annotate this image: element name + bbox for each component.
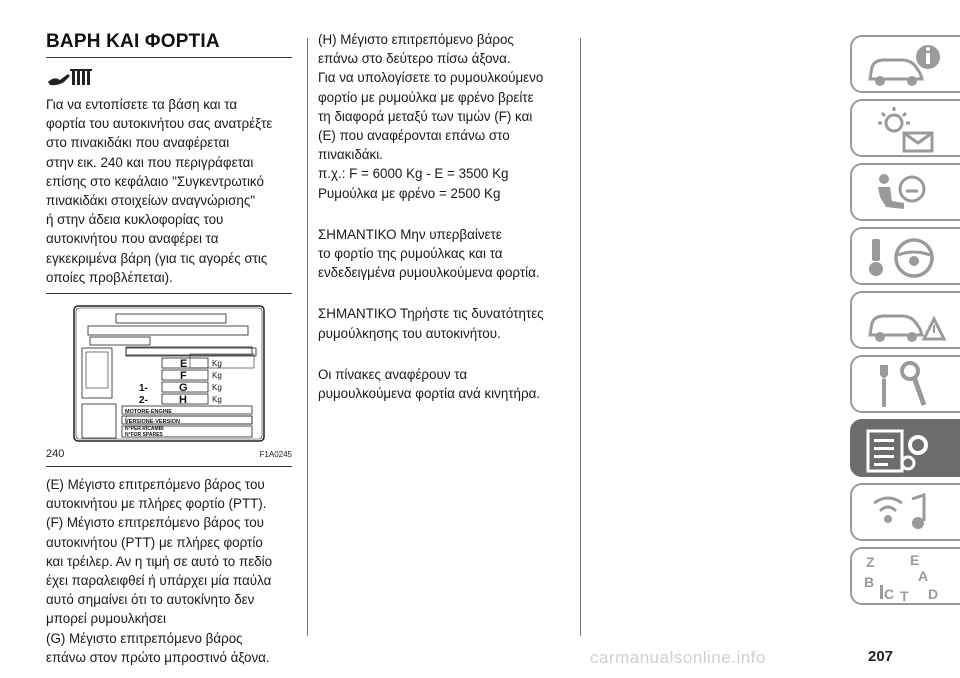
intro-paragraph: Για να εντοπίσετε τα βάση και τα φορτία του αυτοκινήτου σας ανατρέξτε στο πινακιδάκι που αναφέρεται στην εικ. 240 και που περιγράφεται επίσης στο κεφάλαιο "Συγκεντρωτικό πινακιδάκι στοιχείων αναγνώρισης" ή στην άδεια κυκλοφορίας του αυτοκινήτου που αναφέρει τα εγκεκριμένα βάρη (για τις αγορές στις οποίες προβλέπεται). [46, 97, 273, 285]
plate-engine-label: MOTORE-ENGINE [125, 409, 172, 416]
svg-text:C: C [884, 586, 895, 602]
plate-letter-e: E [180, 358, 188, 371]
breakdown-icon [858, 295, 958, 349]
important-note-1: ΣΗΜΑΝΤΙΚΟ Μην υπερβαίνετε το φορτίο της ρυμούλκας και τα ενδεδειγμένα ρυμουλκούμενα φορτία. [318, 226, 540, 281]
watermark-text: carmanualsonline.info [590, 648, 766, 667]
middle-column [318, 30, 576, 403]
warning-hand-book-icon [46, 68, 96, 88]
plate-letter-f: F [180, 370, 187, 383]
identification-plate-drawing [46, 298, 292, 448]
plate-version-label: VERSIONE-VERSION [125, 419, 181, 426]
plate-unit-f: Kg [212, 371, 222, 381]
page-number: 207 [868, 648, 894, 665]
important-note-2: ΣΗΜΑΝΤΙΚΟ Τηρήστε τις δυνατότητες ρυμούλκησης του αυτοκινήτου. [318, 306, 544, 341]
section-title: ΒΑΡΗ ΚΑΙ ΦΟΡΤΙΑ [46, 31, 220, 52]
intro-rule [46, 293, 292, 294]
svg-text:D: D [928, 586, 939, 602]
airbag-safety-icon [858, 167, 958, 221]
svg-text:B: B [864, 574, 875, 590]
svg-text:A: A [918, 568, 929, 584]
tab-key-steering[interactable] [850, 227, 960, 285]
svg-text:E: E [910, 552, 920, 568]
tab-technical-data[interactable] [850, 419, 960, 477]
tab-multimedia[interactable] [850, 483, 960, 541]
maintenance-tools-icon [858, 359, 958, 413]
plate-axle2-prefix: 2- [139, 395, 148, 407]
title-rule [46, 57, 292, 58]
tables-note: Οι πίνακες αναφέρουν τα ρυμουλκούμενα φορτία ανά κινητήρα. [318, 366, 541, 402]
plate-letter-g: G [179, 382, 188, 395]
tab-car-info[interactable] [850, 35, 960, 93]
figure-rule [46, 466, 292, 467]
tab-index[interactable] [850, 547, 960, 605]
trailer-calc-paragraph: (H) Μέγιστο επιτρεπόμενο βάρος επάνω στο δεύτερο πίσω άξονα. Για να υπολογίσετε το ρυμουλκούμενο φορτίο με ρυμούλκα με φρένο βρείτε τη διαφορά μεταξύ των τιμών (F) και (E) που αναφέρονται επάνω στο πινακιδάκι. π.χ.: F = 6000 Kg - E = 3500 Kg Ρυμούλκα με φρένο = 2500 Kg [318, 32, 544, 201]
plate-spares-label-2: N°FOR SPARES [125, 432, 163, 439]
weights-list: (E) Μέγιστο επιτρεπόμενο βάρος του αυτοκινήτου με πλήρες φορτίο (PTT). (F) Μέγιστο επιτρεπόμενο βάρος του αυτοκινήτου (PTT) με πλήρες φορτίο και τρέιλερ. Αν η τιμή σε αυτό το πεδίο έχει παραλειφθεί ή υπάρχει μία παύλα αυτό σημαίνει ότι το αυτοκίνητο δεν μπορεί ρυμουλκήσει (G) Μέγιστο επιτρεπόμενο βάρος επάνω στον πρώτο μπροστινό άξονα. [46, 477, 273, 665]
left-column [46, 30, 292, 667]
car-info-icon [858, 39, 958, 93]
figure-number: 240 [46, 448, 65, 461]
svg-text:T: T [900, 588, 909, 604]
warning-lights-icon [858, 103, 958, 157]
tab-warning-lights[interactable] [850, 99, 960, 157]
key-steering-icon [858, 231, 958, 285]
plate-letter-h: H [179, 394, 187, 407]
technical-data-icon [858, 423, 958, 477]
column-divider-left [307, 38, 308, 636]
tab-airbag-safety[interactable] [850, 163, 960, 221]
identification-plate-figure [46, 298, 292, 466]
plate-axle1-prefix: 1- [139, 383, 148, 395]
plate-unit-g: Kg [212, 383, 222, 393]
multimedia-icon [858, 487, 958, 541]
column-divider-right [580, 38, 581, 636]
figure-code: F1A0245 [259, 450, 292, 460]
tab-breakdown[interactable] [850, 291, 960, 349]
plate-unit-e: Kg [212, 359, 222, 369]
tab-maintenance[interactable] [850, 355, 960, 413]
plate-spares-label-1: N°PER RICAMBI [125, 426, 164, 433]
index-alphabet-icon [858, 551, 958, 605]
plate-unit-h: Kg [212, 395, 222, 405]
svg-text:Z: Z [866, 554, 875, 570]
